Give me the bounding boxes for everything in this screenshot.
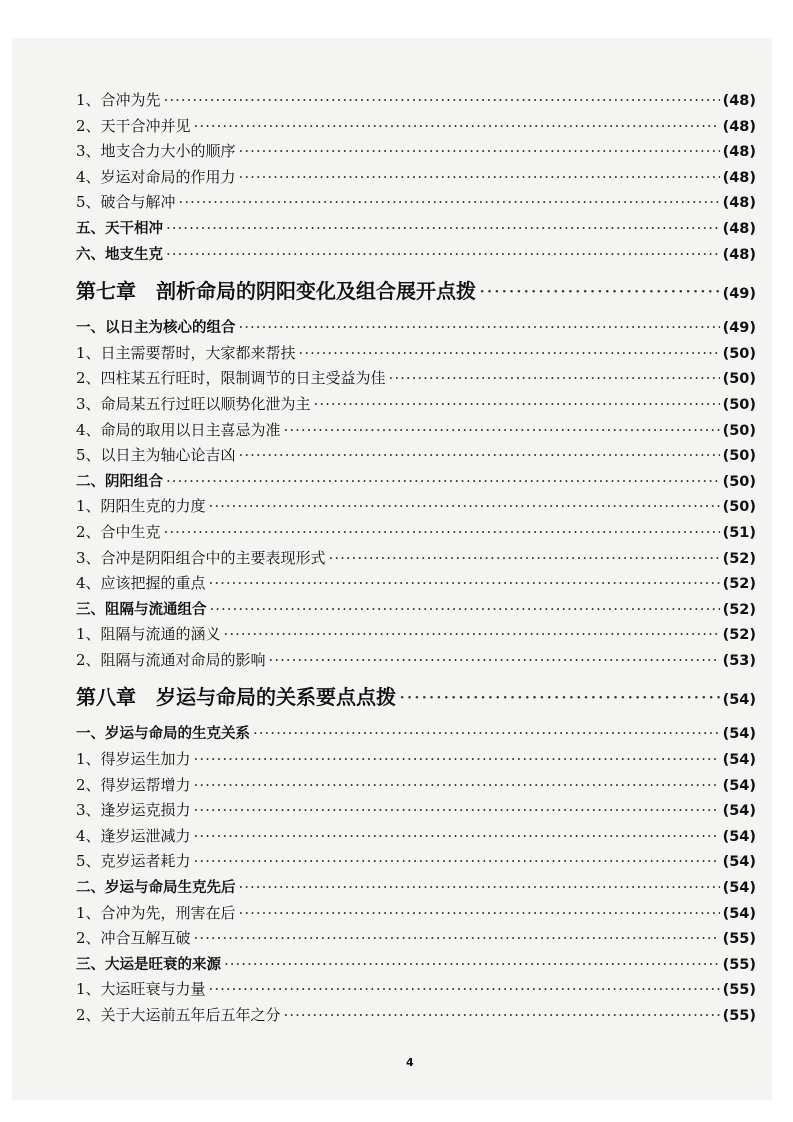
dot-leader bbox=[209, 977, 720, 1003]
dot-leader bbox=[284, 418, 720, 444]
entry-title: 2、阻隔与流通对命局的影响 bbox=[76, 650, 266, 669]
entry-page: (50) bbox=[722, 499, 756, 516]
dot-leader bbox=[209, 571, 720, 597]
toc-item-entry bbox=[76, 165, 756, 191]
dot-leader bbox=[194, 747, 720, 773]
dot-leader bbox=[164, 520, 720, 546]
entry-title: 三、大运是旺衰的来源 bbox=[76, 956, 221, 973]
dot-leader bbox=[399, 673, 720, 721]
toc-item-entry bbox=[76, 114, 756, 140]
toc-item-entry bbox=[76, 773, 756, 799]
toc-item-entry bbox=[76, 824, 756, 850]
entry-page: (51) bbox=[722, 524, 756, 541]
entry-title: 二、阴阳组合 bbox=[76, 473, 163, 490]
entry-page: (54) bbox=[722, 828, 756, 845]
toc-item-entry bbox=[76, 520, 756, 546]
entry-title: 3、命局某五行过旺以顺势化泄为主 bbox=[76, 394, 311, 413]
entry-page: (55) bbox=[722, 1008, 756, 1024]
toc-section-entry bbox=[76, 315, 756, 341]
dot-leader bbox=[269, 648, 720, 674]
entry-title: 5、以日主为轴心论吉凶 bbox=[76, 446, 236, 465]
entry-page: (50) bbox=[722, 396, 756, 413]
entry-title: 5、克岁运者耗力 bbox=[76, 852, 191, 871]
entry-page: (50) bbox=[722, 473, 756, 490]
entry-page: (55) bbox=[722, 982, 756, 999]
dot-leader bbox=[164, 88, 720, 114]
entry-page: (49) bbox=[722, 320, 756, 337]
dot-leader bbox=[194, 824, 720, 850]
entry-page: (49) bbox=[722, 286, 756, 303]
toc-item-entry bbox=[76, 798, 756, 824]
toc-section-entry bbox=[76, 721, 756, 747]
entry-title: 1、阴阳生克的力度 bbox=[76, 497, 206, 516]
dot-leader bbox=[239, 165, 720, 191]
toc-item-entry bbox=[76, 139, 756, 165]
toc-item-entry bbox=[76, 190, 756, 216]
dot-leader bbox=[194, 849, 720, 875]
toc-item-entry bbox=[76, 977, 756, 1003]
dot-leader bbox=[314, 392, 720, 418]
entry-title: 1、合冲为先 bbox=[76, 91, 161, 109]
entry-page: (48) bbox=[722, 118, 756, 135]
toc-item-entry bbox=[76, 926, 756, 952]
toc-section-entry bbox=[76, 216, 756, 242]
toc-item-entry bbox=[76, 418, 756, 444]
dot-leader bbox=[239, 875, 720, 901]
entry-page: (54) bbox=[722, 752, 756, 769]
dot-leader bbox=[166, 242, 720, 268]
toc-item-entry bbox=[76, 366, 756, 392]
toc-item-entry bbox=[76, 849, 756, 875]
dot-leader bbox=[284, 1003, 720, 1029]
entry-title: 第七章 剖析命局的阴阳变化及组合展开点拨 bbox=[76, 279, 476, 304]
entry-title: 1、大运旺衰与力量 bbox=[76, 980, 206, 999]
toc-item-entry bbox=[76, 622, 756, 648]
entry-page: (54) bbox=[722, 692, 756, 709]
toc-item-entry bbox=[76, 392, 756, 418]
entry-title: 1、合冲为先，刑害在后 bbox=[76, 903, 236, 922]
toc-item-entry bbox=[76, 341, 756, 367]
toc-section-entry bbox=[76, 469, 756, 495]
entry-title: 六、地支生克 bbox=[76, 246, 163, 263]
entry-page: (48) bbox=[722, 144, 756, 161]
toc-chapter-entry bbox=[76, 673, 756, 721]
table-of-contents bbox=[76, 88, 756, 1029]
toc-section-entry bbox=[76, 875, 756, 901]
entry-title: 4、应该把握的重点 bbox=[76, 574, 206, 593]
entry-page: (50) bbox=[722, 345, 756, 362]
dot-leader bbox=[209, 494, 720, 520]
entry-title: 4、逢岁运泄减力 bbox=[76, 826, 191, 845]
dot-leader bbox=[239, 315, 720, 341]
entry-title: 2、天干合冲并见 bbox=[76, 116, 191, 135]
entry-page: (48) bbox=[722, 220, 756, 237]
entry-page: (53) bbox=[722, 652, 756, 669]
toc-item-entry bbox=[76, 747, 756, 773]
entry-page: (55) bbox=[722, 956, 756, 973]
toc-item-entry bbox=[76, 494, 756, 520]
entry-title: 2、关于大运前五年后五年之分 bbox=[76, 1006, 281, 1024]
entry-page: (50) bbox=[722, 448, 756, 465]
entry-page: (52) bbox=[722, 550, 756, 567]
dot-leader bbox=[389, 366, 720, 392]
entry-title: 3、合冲是阴阳组合中的主要表现形式 bbox=[76, 548, 326, 567]
entry-title: 2、合中生克 bbox=[76, 522, 161, 541]
dot-leader bbox=[239, 139, 720, 165]
toc-item-entry bbox=[76, 648, 756, 674]
dot-leader bbox=[179, 190, 720, 216]
entry-title: 4、命局的取用以日主喜忌为准 bbox=[76, 420, 281, 439]
dot-leader bbox=[299, 341, 720, 367]
entry-title: 5、破合与解冲 bbox=[76, 193, 176, 212]
entry-title: 三、阻隔与流通组合 bbox=[76, 601, 207, 618]
dot-leader bbox=[194, 114, 720, 140]
toc-item-entry bbox=[76, 901, 756, 927]
entry-title: 第八章 岁运与命局的关系要点点拨 bbox=[76, 685, 396, 710]
dot-leader bbox=[479, 267, 720, 315]
entry-page: (50) bbox=[722, 371, 756, 388]
entry-page: (52) bbox=[722, 627, 756, 644]
entry-title: 一、岁运与命局的生克关系 bbox=[76, 726, 250, 743]
dot-leader bbox=[253, 721, 720, 747]
dot-leader bbox=[194, 773, 720, 799]
dot-leader bbox=[166, 469, 720, 495]
page-number: 4 bbox=[406, 1056, 414, 1069]
entry-page: (48) bbox=[722, 93, 756, 109]
dot-leader bbox=[166, 216, 720, 242]
entry-title: 2、冲合互解互破 bbox=[76, 929, 191, 948]
dot-leader bbox=[194, 798, 720, 824]
toc-item-entry bbox=[76, 546, 756, 572]
toc-item-entry bbox=[76, 1003, 756, 1029]
toc-item-entry bbox=[76, 88, 756, 114]
toc-section-entry bbox=[76, 952, 756, 978]
entry-page: (52) bbox=[722, 601, 756, 618]
dot-leader bbox=[329, 546, 720, 572]
entry-title: 3、逢岁运克损力 bbox=[76, 801, 191, 820]
entry-page: (54) bbox=[722, 854, 756, 871]
entry-title: 3、地支合力大小的顺序 bbox=[76, 142, 236, 161]
entry-title: 2、四柱某五行旺时，限制调节的日主受益为佳 bbox=[76, 369, 386, 388]
dot-leader bbox=[224, 952, 720, 978]
toc-chapter-entry bbox=[76, 267, 756, 315]
entry-title: 1、日主需要帮时，大家都来帮扶 bbox=[76, 343, 296, 362]
entry-title: 4、岁运对命局的作用力 bbox=[76, 167, 236, 186]
entry-title: 二、岁运与命局生克先后 bbox=[76, 880, 236, 897]
entry-page: (54) bbox=[722, 726, 756, 743]
toc-item-entry bbox=[76, 443, 756, 469]
dot-leader bbox=[210, 597, 720, 623]
dot-leader bbox=[239, 901, 720, 927]
entry-page: (54) bbox=[722, 777, 756, 794]
entry-page: (55) bbox=[722, 931, 756, 948]
entry-page: (54) bbox=[722, 803, 756, 820]
dot-leader bbox=[194, 926, 720, 952]
toc-section-entry bbox=[76, 597, 756, 623]
entry-page: (52) bbox=[722, 576, 756, 593]
entry-title: 一、以日主为核心的组合 bbox=[76, 320, 236, 337]
entry-page: (48) bbox=[722, 246, 756, 263]
dot-leader bbox=[224, 622, 720, 648]
toc-section-entry bbox=[76, 242, 756, 268]
entry-page: (54) bbox=[722, 905, 756, 922]
toc-item-entry bbox=[76, 571, 756, 597]
dot-leader bbox=[239, 443, 720, 469]
entry-title: 五、天干相冲 bbox=[76, 220, 163, 237]
entry-title: 2、得岁运帮增力 bbox=[76, 775, 191, 794]
entry-title: 1、得岁运生加力 bbox=[76, 750, 191, 769]
entry-page: (48) bbox=[722, 169, 756, 186]
entry-title: 1、阻隔与流通的涵义 bbox=[76, 625, 221, 644]
entry-page: (48) bbox=[722, 195, 756, 212]
entry-page: (54) bbox=[722, 880, 756, 897]
entry-page: (50) bbox=[722, 422, 756, 439]
